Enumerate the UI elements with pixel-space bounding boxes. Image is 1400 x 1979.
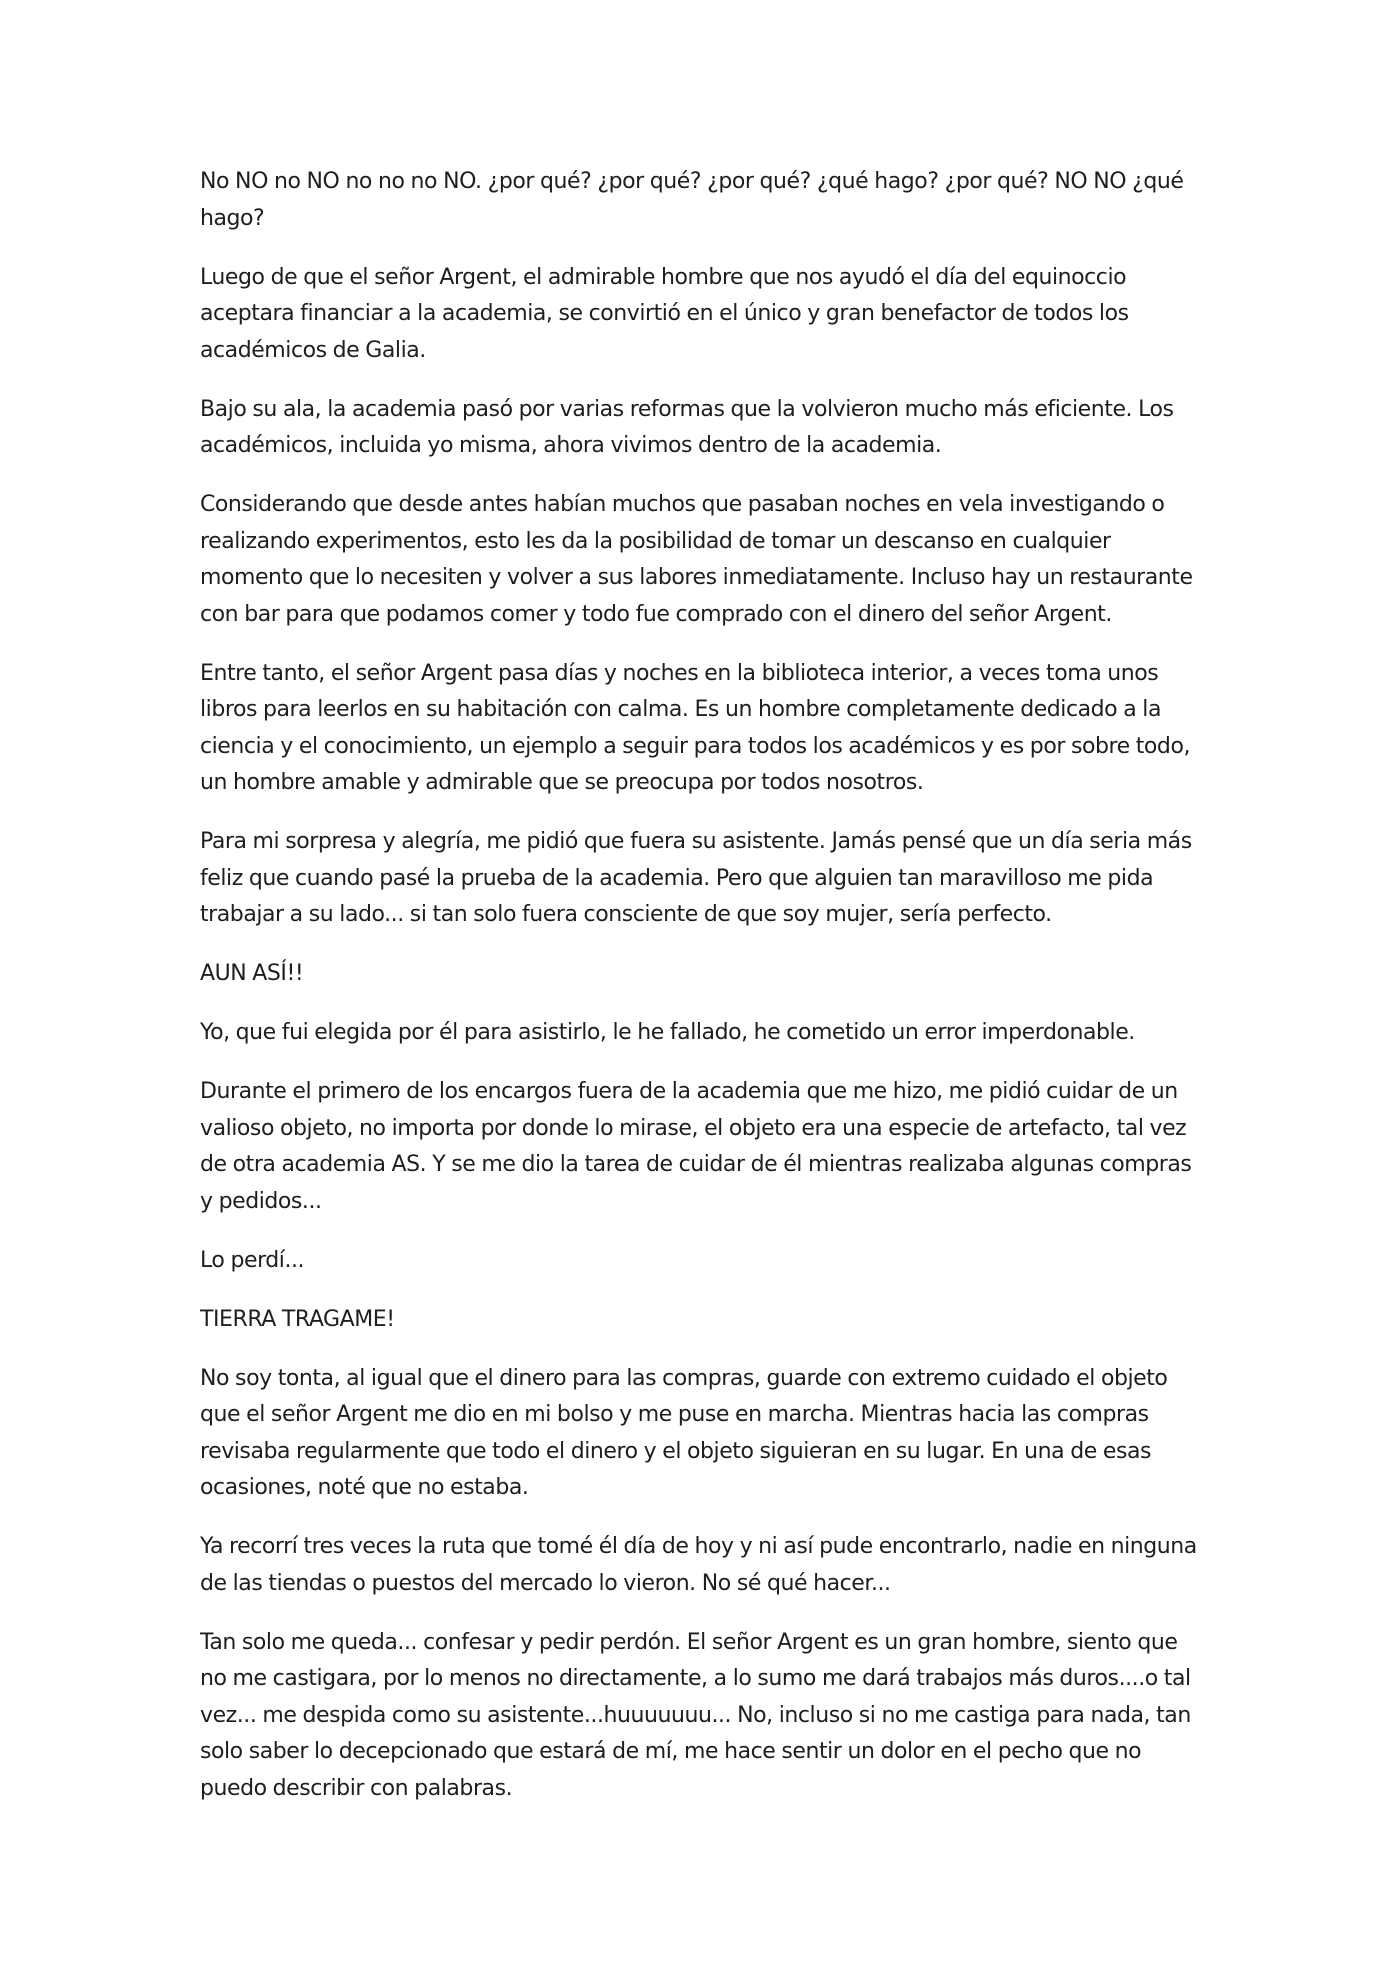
paragraph: No NO no NO no no no NO. ¿por qué? ¿por qué? ¿por qué? ¿qué hago? ¿por qué? NO NO ¿qué hago? — [200, 169, 1184, 231]
paragraph: Considerando que desde antes habían muchos que pasaban noches en vela investigando o realizando experimentos, esto les da la posibilidad de tomar un descanso en cualquier momento que lo necesiten y volver a sus labores inmediatamente. Incluso hay un restaurante con bar para que podamos comer y todo fue comprado con el dinero del señor Argent. — [200, 492, 1193, 627]
paragraph: Ya recorrí tres veces la ruta que tomé él día de hoy y ni así pude encontrarlo, nadie en ninguna de las tiendas o puestos del mercado lo vieron. No sé qué hacer... — [200, 1534, 1197, 1596]
paragraph: Para mi sorpresa y alegría, me pidió que fuera su asistente. Jamás pensé que un día seria más feliz que cuando pasé la prueba de la academia. Pero que alguien tan maravilloso me pida trabajar a su lado... si tan solo fuera consciente de que soy mujer, sería perfecto. — [200, 829, 1192, 927]
paragraph: AUN ASÍ!! — [200, 961, 304, 986]
document-body — [200, 164, 1202, 1830]
paragraph: Entre tanto, el señor Argent pasa días y noches en la biblioteca interior, a veces toma unos libros para leerlos en su habitación con calma. Es un hombre completamente dedicado a la ciencia y el conocimiento, un ejemplo a seguir para todos los académicos y es por sobre todo, un hombre amable y admirable que se preocupa por todos nosotros. — [200, 660, 1191, 795]
paragraph: No soy tonta, al igual que el dinero para las compras, guarde con extremo cuidado el objeto que el señor Argent me dio en mi bolso y me puse en marcha. Mientras hacia las compras revisaba regularmente que todo el dinero y el objeto siguieran en su lugar. En una de esas ocasiones, noté que no estaba. — [200, 1365, 1168, 1500]
paragraph: Durante el primero de los encargos fuera de la academia que me hizo, me pidió cuidar de un valioso objeto, no importa por donde lo mirase, el objeto era una especie de artefacto, tal vez de otra academia AS. Y se me dio la tarea de cuidar de él mientras realizaba algunas compras y pedidos... — [200, 1079, 1192, 1214]
paragraph: Luego de que el señor Argent, el admirable hombre que nos ayudó el día del equinoccio aceptara financiar a la academia, se convirtió en el único y gran benefactor de todos los académicos de Galia. — [200, 264, 1129, 363]
paragraph: TIERRA TRAGAME! — [200, 1306, 395, 1332]
paragraph: Bajo su ala, la academia pasó por varias reformas que la volvieron mucho más eficiente. Los académicos, incluida yo misma, ahora vivimos dentro de la academia. — [200, 396, 1174, 458]
paragraph: Yo, que fui elegida por él para asistirlo, le he fallado, he cometido un error imperdonable. — [200, 1020, 1135, 1045]
paragraph: Lo perdí... — [200, 1247, 305, 1273]
paragraph: Tan solo me queda... confesar y pedir perdón. El señor Argent es un gran hombre, siento que no me castigara, por lo menos no directamente, a lo sumo me dará trabajos más duros....o tal vez... me despida como su asistente...huuuuuuu... No, incluso si no me castiga para nada, tan solo saber lo decepcionado que estará de mí, me hace sentir un dolor en el pecho que no puedo describir con palabras. — [200, 1629, 1191, 1801]
